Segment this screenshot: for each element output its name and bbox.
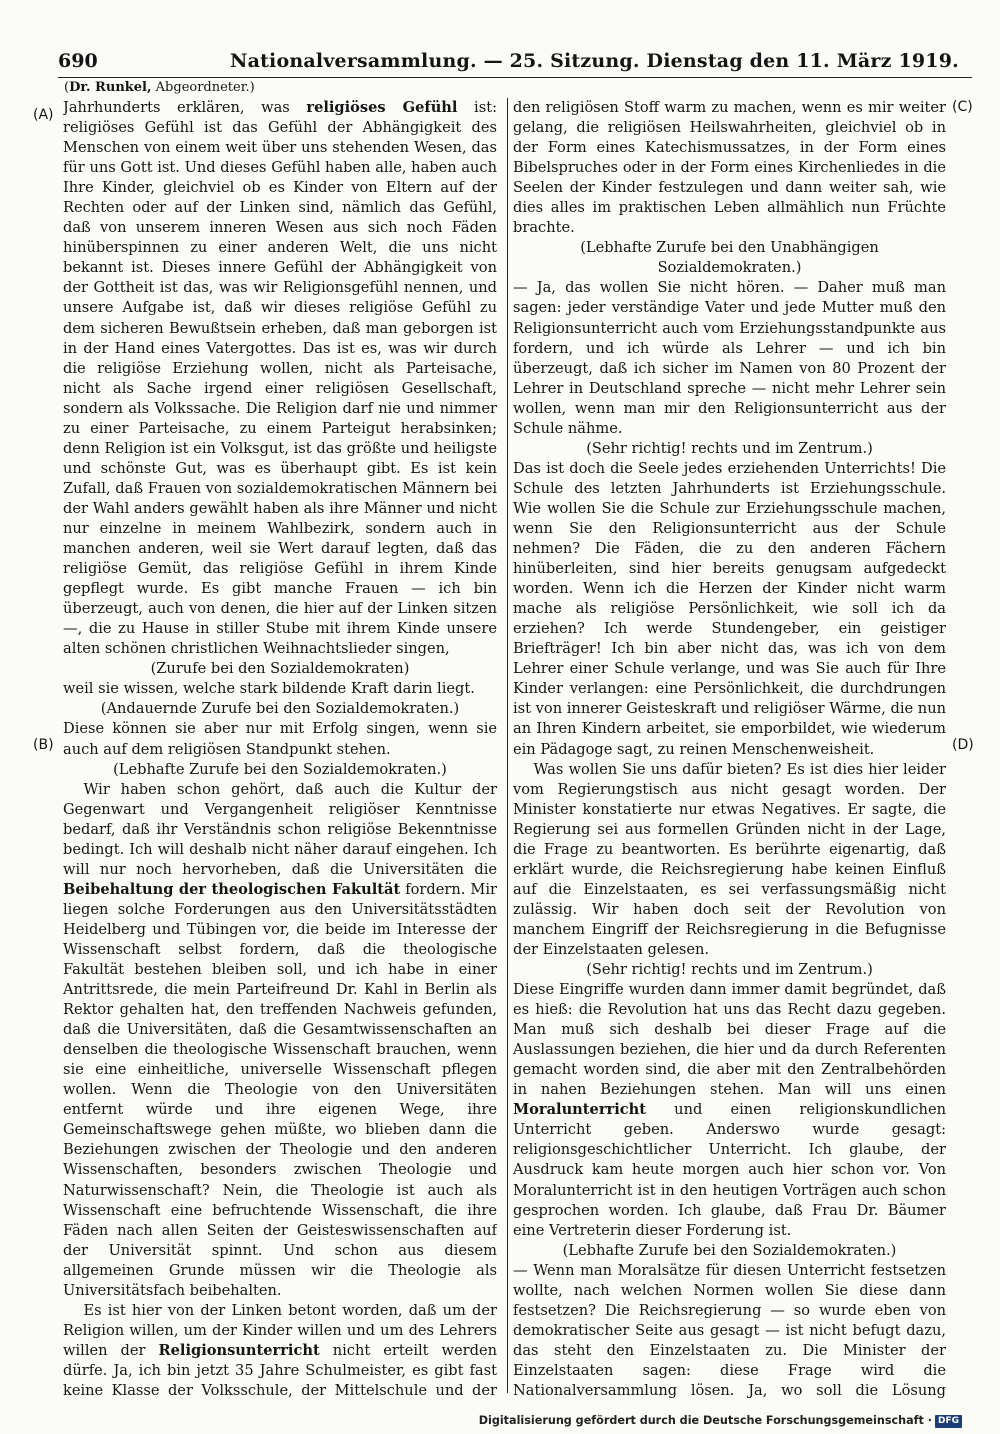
margin-marker-a: (A)	[33, 107, 54, 123]
page-number: 690	[58, 50, 98, 72]
column-divider	[507, 98, 508, 1393]
speaker-name: Dr. Runkel,	[69, 80, 152, 95]
paragraph: — Wenn man Moralsätze für diesen Unterricht festsetzen wollte, nach welchen Normen wollen Sie diese dann festsetzen? Die Reichsregierung — so wurde eben von demokratischer Seite aus gesagt — ist nicht befugt dazu, das steht den Einzelstaaten zu. Die Minister der Einzelstaaten sagen: diese Frage wird die Nationalversammlung lösen. Ja, wo soll die Lösung	[513, 1261, 946, 1398]
page-header	[58, 48, 970, 74]
left-column	[63, 98, 497, 1398]
speaker-open: (	[64, 80, 70, 95]
interjection: (Lebhafte Zurufe bei den Sozialdemokraten.)	[562, 1241, 897, 1259]
interjection: (Sehr richtig! rechts und im Zentrum.)	[586, 439, 873, 457]
paragraph: weil sie wissen, welche stark bildende Kraft darin liegt.	[63, 680, 475, 698]
paragraph: Das ist doch die Seele jedes erziehenden Unterrichts! Die Schule des letzten Jahrhunderts ist Erziehungsschule. Wie wollen Sie die Schule zur Erziehungsschule machen, wenn Sie den Religionsunterricht aus der Schule nehmen? Die Fäden, die zu den anderen Fächern hinüberleiten, sind hier bereits genugsam aufgedeckt worden. Wenn ich die Herzen der Kinder nicht warm mache als religiöse Persönlichkeit, wie soll ich da erziehen? Ich werde Stundengeber, ein geistiger Briefträger! Ich bin aber nicht das, was ich von dem Lehrer einer Schule verlange, und was Sie auch für Ihre Kinder verlangen: eine Persönlichkeit, die durchdrungen ist von innerer Geisteskraft und religiöser Wärme, die nun an Ihren Kindern arbeitet, sie emporbildet, wie wiederum ein Pädagoge sagt, zu reinen Menschenweisheit.	[513, 459, 946, 758]
paragraph: Diese können sie aber nur mit Erfolg singen, wenn sie auch auf dem religiösen Standpunkt stehen.	[63, 720, 497, 758]
paragraph: Diese Eingriffe wurden dann immer damit begründet, daß es hieß: die Revolution hat uns das Recht dazu gegeben. Man muß sich deshalb bei dieser Frage auf die Auslassungen beziehen, die hier und da durch Referenten gemacht worden sind, die aber mit den Zentralbehörden in nahen Beziehungen stehen. Man will uns einen Moralunterricht und einen religionskundlichen Unterricht geben. Anderswo wurde gesagt: religionsgeschichtlicher Unterricht. Ich glaube, der Ausdruck kam heute morgen auch hier schon vor. Von Moralunterricht ist in den heutigen Vorträgen auch schon gesprochen worden. Ich glaube, daß Frau Dr. Bäumer eine Vertreterin dieser Forderung ist.	[513, 981, 946, 1239]
margin-marker-d: (D)	[952, 737, 974, 753]
margin-marker-c: (C)	[952, 99, 973, 115]
emphasis-religioeses-gefuehl: religiöses Gefühl	[306, 99, 458, 116]
paragraph: Es ist hier von der Linken betont worden, daß um der Religion willen, um der Kinder willen und um des Lehrers willen der Religionsunterricht nicht erteilt werden dürfe. Ja, ich bin jetzt 35 Jahre Schulmeister, es gibt fast keine Klasse der Volksschule, der Mittelschule und der	[63, 1301, 497, 1398]
interjection: (Sehr richtig! rechts und im Zentrum.)	[586, 961, 873, 979]
interjection: (Lebhafte Zurufe bei den Unabhängigen Sozialdemokraten.)	[580, 239, 879, 277]
page-title: Nationalversammlung. — 25. Sitzung. Dienstag den 11. März 1919.	[230, 50, 959, 72]
paragraph: den religiösen Stoff warm zu machen, wenn es mir weiter gelang, die religiösen Heilswahrheiten, gleichviel ob in der Form eines Katechismussatzes, in der Form eines Bibelspruches oder in der Form eines Kirchenliedes in die Seelen der Kinder festzulegen und dann weiter sah, wie dies alles im praktischen Leben allmählich nun Früchte brachte.	[513, 99, 946, 237]
credit-text: Digitalisierung gefördert durch die Deutsche Forschungsgemeinschaft ·	[478, 1414, 932, 1427]
right-column	[513, 98, 946, 1398]
paragraph: Jahrhunderts erklären, was religiöses Gefühl ist: religiöses Gefühl ist das Gefühl der Abhängigkeit des Menschen von einem weit über uns stehenden Wesen, das für uns Gott ist. Und dieses Gefühl haben alle, haben auch Ihre Kinder, gleichviel ob es Kinder von Eltern auf der Rechten oder auf der Linken sind, nämlich das Gefühl, daß von unserem inneren Wesen aus sich noch Fäden hinüberspinnen zu einer anderen Welt, die uns nicht bekannt ist. Dieses innere Gefühl der Abhängigkeit von der Gottheit ist das, was wir Religionsgefühl nennen, und unsere Aufgabe ist, daß wir dieses religiöse Gefühl zu dem sicheren Bewußtsein erheben, daß man geborgen ist in der Hand eines Vatergottes. Das ist es, was wir durch die religiöse Erziehung wollen, nicht als Parteisache, nicht als Sache irgend einer religiösen Gesellschaft, sondern als Volkssache. Die Religion darf nie und nimmer zu einer Parteisache, zu einem Parteigut herabsinken; denn Religion ist ein Volksgut, ist das größte und heiligste und schönste Gut, was es überhaupt gibt. Es ist kein Zufall, daß Frauen von sozialdemokratischen Männern bei der Wahl anders gewählt haben als ihre Männer und nicht nur einzelne in meinem Wahlbezirk, sondern auch in manchen anderen, weil sie Wert darauf legten, daß das religiöse Gemüt, das religiöse Gefühl in ihrem Kinde gepflegt wurde. Es gibt manche Frauen — ich bin überzeugt, auch von denen, die hier auf der Linken sitzen —, die zu Hause in stiller Stube mit ihrem Kinde unsere alten schönen christlichen Weihnachtslieder singen,	[63, 99, 497, 658]
margin-marker-b: (B)	[33, 737, 54, 753]
speaker-role: Abgeordneter.)	[155, 80, 255, 95]
interjection: (Andauernde Zurufe bei den Sozialdemokraten.)	[100, 700, 460, 718]
dfg-logo: DFG	[935, 1415, 962, 1428]
emphasis-religionsunterricht: Religionsunterricht	[158, 1341, 320, 1359]
emphasis-moralunterricht: Moralunterricht	[513, 1101, 646, 1119]
interjection: (Lebhafte Zurufe bei den Sozialdemokraten.)	[113, 760, 447, 778]
paragraph: Wir haben schon gehört, daß auch die Kultur der Gegenwart und Vergangenheit religiöser Kenntnisse bedarf, daß ihr Verständnis schon religiöse Bekenntnisse bedingt. Ich will deshalb nicht näher darauf eingehen. Ich will nur noch hervorheben, daß die Universitäten die Beibehaltung der theologischen Fakultät fordern. Mir liegen solche Forderungen aus den Universitätsstädten Heidelberg und Tübingen vor, die beide im Interesse der Wissenschaft selbst fordern, daß die theologische Fakultät bestehen bleiben soll, und ich habe in einer Antrittsrede, die mein Parteifreund Dr. Kahl in Berlin als Rektor gehalten hat, den treffenden Nachweis gefunden, daß die Universitäten, daß die Gesamtwissenschaften an denselben die theologische Wissenschaft brauchen, wenn sie eine einheitliche, universelle Wissenschaft pflegen wollen. Wenn die Theologie von den Universitäten entfernt würde und ihre eigenen Wege, ihre Gemeinschaftswege gehen müßte, wo blieben dann die Beziehungen zwischen der Theologie und den anderen Wissenschaften, besonders zwischen Theologie und Naturwissenschaft? Nein, die Theologie ist auch als Wissenschaft eine befruchtende Wissenschaft, die ihre Fäden nach allen Seiten der Geisteswissenschaften auf der Universität spinnt. Und schon aus diesem allgemeinen Grunde müssen wir die Theologie als Universitätsfach beibehalten.	[63, 780, 497, 1299]
paragraph: Was wollen Sie uns dafür bieten? Es ist dies hier leider vom Regierungstisch aus nicht gesagt worden. Der Minister konstatierte nur etwas Negatives. Er sagte, die Regierung sei aus formellen Gründen nicht in der Lage, die Frage zu beantworten. Es berührte eigenartig, daß erklärt wurde, die Reichsregierung habe keinen Einfluß auf die Einzelstaaten, es sei verfassungsmäßig nicht zulässig. Wir haben doch seit der Revolution von manchem Eingriff der Reichsregierung in die Befugnisse der Einzelstaaten gelesen.	[513, 760, 946, 958]
digitization-credit	[479, 1414, 962, 1428]
paragraph: — Ja, das wollen Sie nicht hören. — Daher muß man sagen: jeder verständige Vater und jede Mutter muß den Religionsunterricht auch vom Erziehungsstandpunkte aus fordern, und ich würde als Lehrer — und ich bin überzeugt, daß ich sicher im Namen von 80 Prozent der Lehrer in Deutschland spreche — nicht mehr Lehrer sein wollen, wenn man mir den Religionsunterricht aus der Schule nähme.	[513, 279, 946, 437]
speaker-attribution	[64, 78, 255, 98]
interjection: (Zurufe bei den Sozialdemokraten)	[150, 660, 410, 678]
emphasis-theologische-fakultaet: Beibehaltung der theologischen Fakultät	[63, 880, 401, 898]
